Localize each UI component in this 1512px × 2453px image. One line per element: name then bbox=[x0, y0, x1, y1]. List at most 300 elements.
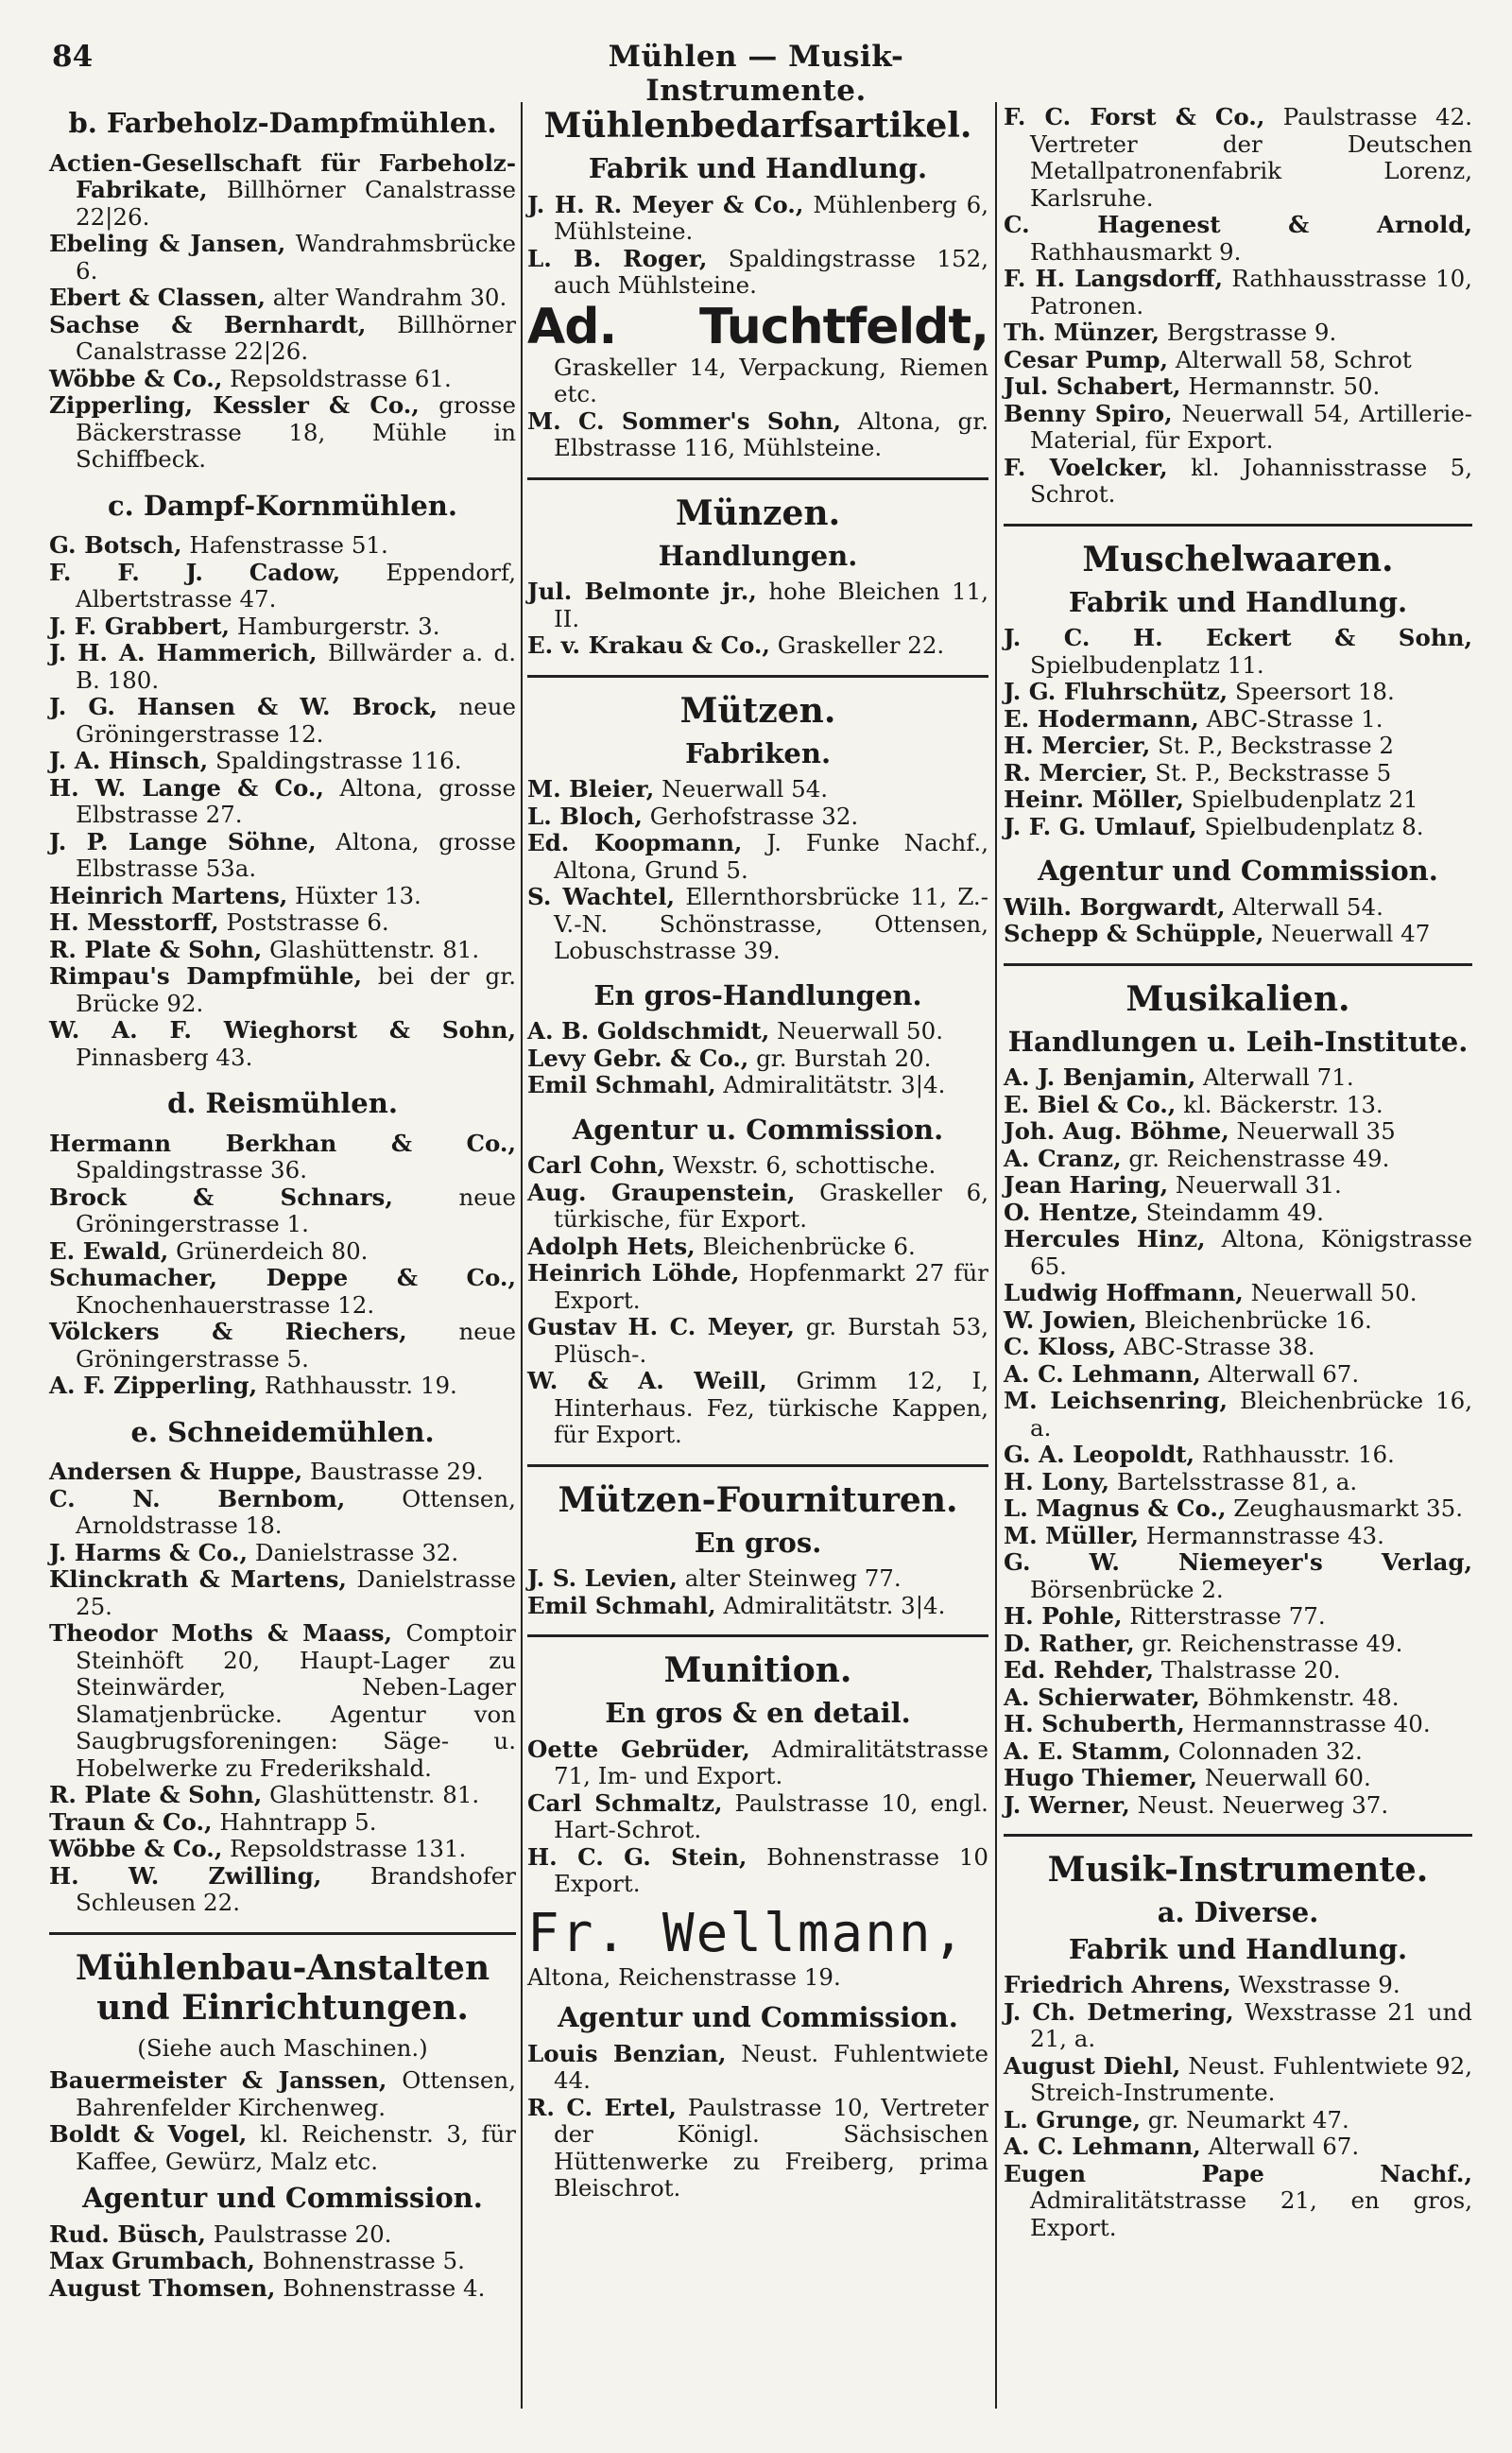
entry-name: R. Plate & Sohn, bbox=[49, 935, 263, 963]
directory-entry bbox=[1004, 2107, 1472, 2134]
entry-address: Brandshofer Schleusen 22. bbox=[76, 1861, 516, 1916]
entry-name: Schepp & Schüpple, bbox=[1004, 920, 1264, 947]
directory-entry bbox=[49, 613, 516, 641]
entry-list bbox=[49, 150, 516, 474]
entry-name: Jean Haring, bbox=[1004, 1171, 1169, 1199]
entry-name: Carl Cohn, bbox=[527, 1151, 666, 1179]
directory-entry bbox=[527, 1593, 988, 1620]
entry-address: Rathhausmarkt 9. bbox=[1030, 237, 1242, 266]
entry-address: Wexstrasse 21 und 21, a. bbox=[1030, 1997, 1472, 2052]
entry-address: bei der gr. Brücke 92. bbox=[76, 962, 517, 1017]
entry-address: Ottensen, Bahrenfelder Kirchenweg. bbox=[76, 2066, 516, 2121]
entry-address: Neuerwall 31. bbox=[1175, 1171, 1342, 1199]
entry-name: Benny Spiro, bbox=[1004, 399, 1173, 427]
column-3 bbox=[1004, 104, 1472, 2241]
entry-name: F. C. Forst & Co., bbox=[1004, 103, 1265, 130]
entry-name: Wilh. Borgwardt, bbox=[1004, 892, 1226, 921]
entry-name: W. Jowien, bbox=[1004, 1305, 1138, 1334]
directory-entry bbox=[49, 2121, 516, 2175]
entry-address: Spielbudenplatz 11. bbox=[1030, 650, 1264, 679]
entry-address: Glashüttenstr. 81. bbox=[269, 935, 480, 963]
directory-entry bbox=[49, 909, 516, 937]
entry-name: Ludwig Hoffmann, bbox=[1004, 1279, 1244, 1306]
subsection-heading: En gros & en detail. bbox=[605, 1697, 911, 1729]
entry-name: Cesar Pump, bbox=[1004, 345, 1169, 373]
section-heading: e. Schneidemühlen. bbox=[130, 1415, 435, 1448]
entry-address: Bohnenstrasse 10 Export. bbox=[554, 1842, 988, 1897]
directory-entry bbox=[49, 1459, 516, 1486]
directory-entry bbox=[527, 1180, 988, 1234]
entry-list bbox=[49, 2221, 516, 2303]
entry-address: Billhörner Canalstrasse 22|26. bbox=[76, 310, 516, 365]
subsection-heading: En gros. bbox=[694, 1526, 822, 1559]
entry-name: J. Harms & Co., bbox=[49, 1538, 249, 1566]
entry-address: Knochenhauerstrasse 12. bbox=[76, 1290, 375, 1319]
entry-address: Neust. Neuerweg 37. bbox=[1137, 1790, 1389, 1819]
entry-address: Ritterstrasse 77. bbox=[1129, 1602, 1326, 1630]
entry-name: Aug. Graupenstein, bbox=[527, 1178, 796, 1206]
entry-address: Hopfenmarkt 27 für Export. bbox=[554, 1259, 988, 1314]
entry-address: Grünerdeich 80. bbox=[176, 1236, 369, 1265]
section-heading: d. Reismühlen. bbox=[167, 1087, 398, 1119]
directory-entry bbox=[49, 640, 516, 694]
entry-name: Ebert & Classen, bbox=[49, 284, 266, 311]
entry-name: Hugo Thiemer, bbox=[1004, 1764, 1198, 1791]
directory-entry bbox=[527, 884, 988, 965]
entry-address: Neust. Fuhlentwiete 92, Streich-Instrumente. bbox=[1030, 2051, 1472, 2106]
directory-entry bbox=[527, 1260, 988, 1314]
entry-address: neue Gröningerstrasse 1. bbox=[76, 1183, 516, 1237]
entry-name: Ed. Koopmann, bbox=[527, 829, 743, 856]
entry-name: J. Werner, bbox=[1004, 1790, 1130, 1819]
entry-address: grosse Bäckerstrasse 18, Mühle in Schiffbeck. bbox=[76, 391, 516, 473]
subsection-heading: Fabriken. bbox=[684, 736, 832, 769]
category-heading: Mühlenbau-Anstalten und Einrichtungen. bbox=[75, 1947, 490, 2028]
entry-address: Admiralitätstrasse 71, Im- und Export. bbox=[554, 1735, 988, 1789]
directory-entry bbox=[527, 803, 988, 831]
entry-list bbox=[49, 1459, 516, 1917]
directory-entry bbox=[1004, 625, 1472, 679]
directory-entry bbox=[49, 883, 516, 910]
entry-name: A. F. Zipperling, bbox=[49, 1372, 258, 1399]
entry-name: J. F. Grabbert, bbox=[49, 612, 231, 640]
entry-name: R. Mercier, bbox=[1004, 758, 1148, 786]
entry-name: W. & A. Weill, bbox=[527, 1367, 767, 1394]
entry-name: C. N. Bernbom, bbox=[49, 1484, 346, 1512]
entry-list bbox=[49, 532, 516, 1071]
entry-name: W. A. F. Wieghorst & Sohn, bbox=[49, 1016, 516, 1044]
directory-entry bbox=[1004, 1523, 1472, 1550]
directory-entry bbox=[1004, 1495, 1472, 1523]
entry-list bbox=[527, 776, 988, 965]
directory-entry bbox=[1004, 1064, 1472, 1092]
entry-name: H. W. Zwilling, bbox=[49, 1861, 322, 1890]
entry-name: C. Hagenest & Arnold, bbox=[1004, 211, 1472, 238]
entry-name: Oette Gebrüder, bbox=[527, 1735, 750, 1763]
entry-name: Ed. Rehder, bbox=[1004, 1656, 1154, 1684]
entry-name: L. Magnus & Co., bbox=[1004, 1494, 1227, 1522]
entry-address: Admiralitätstrasse 21, en gros, Export. bbox=[1030, 2186, 1472, 2241]
entry-address: Bleichenbrücke 16, a. bbox=[1030, 1387, 1472, 1442]
entry-address: Bohnenstrasse 4. bbox=[283, 2273, 486, 2302]
entry-address: Altona, grosse Elbstrasse 27. bbox=[76, 773, 516, 828]
directory-entry bbox=[1004, 1200, 1472, 1227]
entry-name: H. Lony, bbox=[1004, 1467, 1110, 1495]
entry-address: Billwärder a. d. B. 180. bbox=[76, 639, 516, 694]
entry-address: Spielbudenplatz 21 bbox=[1191, 786, 1418, 813]
entry-list bbox=[527, 1736, 988, 1898]
directory-entry bbox=[49, 285, 516, 312]
entry-name: Gustav H. C. Meyer, bbox=[527, 1313, 795, 1340]
entry-name: G. Botsch, bbox=[49, 531, 182, 559]
entry-address: Spaldingstrasse 36. bbox=[76, 1156, 308, 1183]
entry-address: Gerhofstrasse 32. bbox=[649, 802, 859, 830]
entry-address: Billhörner Canalstrasse 22|26. bbox=[76, 176, 516, 231]
entry-address: Rathhausstr. 16. bbox=[1201, 1441, 1395, 1468]
entry-address: Eppendorf, Albertstrasse 47. bbox=[76, 558, 516, 613]
entry-name: Heinrich Löhde, bbox=[527, 1259, 740, 1287]
entry-address: Glashüttenstr. 81. bbox=[269, 1781, 480, 1808]
entry-address: Hermannstrasse 43. bbox=[1145, 1521, 1384, 1549]
entry-address: alter Steinweg 77. bbox=[684, 1564, 902, 1592]
directory-entry bbox=[527, 1152, 988, 1180]
entry-address: gr. Reichenstrasse 49. bbox=[1142, 1629, 1403, 1657]
subsection-heading: Agentur und Commission. bbox=[558, 2001, 958, 2033]
entry-name: Jul. Belmonte jr., bbox=[527, 578, 757, 605]
entry-list bbox=[49, 1131, 516, 1400]
directory-entry bbox=[1004, 1226, 1472, 1280]
entry-name: Adolph Hets, bbox=[527, 1232, 696, 1260]
section-rule bbox=[1004, 524, 1472, 527]
entry-address: Hafenstrasse 51. bbox=[189, 531, 388, 559]
entry-name: Theodor Moths & Maass, bbox=[49, 1619, 393, 1647]
directory-entry bbox=[49, 366, 516, 393]
directory-entry bbox=[1004, 1972, 1472, 1999]
subsection-heading: Agentur u. Commission. bbox=[572, 1113, 944, 1146]
entry-address: Paulstrasse 10, engl. Hart-Schrot. bbox=[554, 1788, 988, 1843]
section-rule bbox=[527, 1634, 988, 1637]
entry-name: C. Kloss, bbox=[1004, 1333, 1117, 1360]
directory-entry bbox=[1004, 1657, 1472, 1684]
entry-address: Alterwall 54. bbox=[1232, 892, 1383, 921]
directory-entry bbox=[1004, 733, 1472, 760]
directory-entry bbox=[49, 532, 516, 560]
category-heading: Münzen. bbox=[675, 492, 841, 533]
directory-entry bbox=[1004, 1388, 1472, 1442]
directory-entry bbox=[1004, 320, 1472, 347]
entry-address: Neust. Fuhlentwiete 44. bbox=[554, 2039, 988, 2094]
entry-address: kl. Johannisstrasse 5, Schrot. bbox=[1030, 453, 1472, 508]
entry-address: Neuerwall 50. bbox=[777, 1017, 944, 1045]
entry-list bbox=[527, 192, 988, 300]
entry-address: Altona, Reichenstrasse 19. bbox=[527, 1962, 841, 1991]
entry-address: Alterwall 58, Schrot bbox=[1175, 345, 1412, 373]
category-heading: Mützen-Fournituren. bbox=[558, 1479, 958, 1520]
directory-entry bbox=[527, 1844, 988, 1898]
directory-entry bbox=[49, 2248, 516, 2275]
entry-address: St. P., Beckstrasse 2 bbox=[1158, 732, 1395, 759]
entry-address: Hüxter 13. bbox=[295, 881, 421, 909]
entry-name: Levy Gebr. & Co., bbox=[527, 1044, 749, 1072]
directory-entry bbox=[49, 775, 516, 829]
section-rule bbox=[527, 675, 988, 678]
directory-entry bbox=[1004, 706, 1472, 734]
entry-name: J. A. Hinsch, bbox=[49, 747, 209, 774]
directory-entry bbox=[49, 312, 516, 366]
directory-entry bbox=[1004, 347, 1472, 374]
entry-name: A. C. Lehmann, bbox=[1004, 1359, 1201, 1388]
entry-address: Danielstrasse 32. bbox=[254, 1538, 459, 1566]
directory-entry bbox=[1004, 1442, 1472, 1469]
directory-entry bbox=[527, 1018, 988, 1045]
directory-entry bbox=[49, 1486, 516, 1540]
entry-list bbox=[1004, 894, 1472, 948]
entry-name: L. Bloch, bbox=[527, 802, 643, 830]
directory-entry bbox=[1004, 1334, 1472, 1361]
entry-address: Spielbudenplatz 8. bbox=[1204, 812, 1424, 840]
directory-entry bbox=[1004, 1172, 1472, 1200]
entry-address: Ellernthorsbrücke 11, Z.-V.-N. Schönstrasse, Ottensen, Lobuschstrasse 39. bbox=[554, 883, 988, 964]
directory-entry bbox=[49, 829, 516, 883]
page-number: 84 bbox=[52, 40, 94, 74]
category-heading: Munition. bbox=[663, 1650, 852, 1690]
directory-entry bbox=[1004, 401, 1472, 455]
directory-entry bbox=[1004, 1146, 1472, 1173]
entry-name: Boldt & Vogel, bbox=[49, 2120, 248, 2148]
entry-address: Graskeller 6, türkische, für Export. bbox=[554, 1178, 988, 1233]
directory-entry bbox=[49, 1863, 516, 1917]
entry-name: M. Bleier, bbox=[527, 775, 655, 803]
directory-entry bbox=[49, 2275, 516, 2303]
entry-list bbox=[1004, 104, 1472, 509]
directory-entry bbox=[49, 963, 516, 1017]
column-2 bbox=[527, 104, 988, 2203]
advertisement-entry bbox=[527, 300, 988, 408]
see-also-note: (Siehe auch Maschinen.) bbox=[137, 2033, 428, 2062]
directory-entry bbox=[49, 1017, 516, 1071]
entry-name: J. Ch. Detmering, bbox=[1004, 1997, 1234, 2026]
entry-address: Speersort 18. bbox=[1235, 678, 1395, 705]
entry-name: E. Ewald, bbox=[49, 1236, 169, 1265]
entry-name: D. Rather, bbox=[1004, 1629, 1135, 1657]
directory-entry bbox=[49, 937, 516, 964]
entry-name: J. F. G. Umlauf, bbox=[1004, 812, 1197, 840]
directory-entry bbox=[1004, 266, 1472, 320]
entry-name: Louis Benzian, bbox=[527, 2039, 727, 2067]
entry-name: A. C. Lehmann, bbox=[1004, 2133, 1201, 2160]
directory-entry bbox=[1004, 1280, 1472, 1307]
entry-name: J. G. Fluhrschütz, bbox=[1004, 678, 1228, 705]
section-rule bbox=[1004, 963, 1472, 966]
entry-name: Rud. Büsch, bbox=[49, 2220, 206, 2248]
entry-address: Neuerwall 54. bbox=[662, 775, 829, 803]
entry-name: Emil Schmahl, bbox=[527, 1591, 716, 1619]
section-rule bbox=[527, 477, 988, 480]
entry-address: Bleichenbrücke 16. bbox=[1143, 1305, 1372, 1334]
entry-address: Böhmkenstr. 48. bbox=[1207, 1683, 1400, 1711]
directory-entry bbox=[1004, 1711, 1472, 1738]
entry-address: Neuerwall 35 bbox=[1236, 1117, 1396, 1145]
directory-entry bbox=[49, 1620, 516, 1782]
entry-name: E. Hodermann, bbox=[1004, 704, 1199, 733]
directory-entry bbox=[49, 150, 516, 232]
directory-entry bbox=[49, 1184, 516, 1238]
directory-entry bbox=[1004, 1361, 1472, 1389]
directory-entry bbox=[1004, 894, 1472, 922]
entry-name: Schumacher, Deppe & Co., bbox=[49, 1264, 516, 1291]
column-divider bbox=[995, 102, 997, 2409]
entry-address: Bartelsstrasse 81, a. bbox=[1116, 1467, 1358, 1495]
entry-name: Ebeling & Jansen, bbox=[49, 230, 286, 257]
entry-address: gr. Burstah 20. bbox=[756, 1044, 932, 1072]
entry-name: A. Cranz, bbox=[1004, 1144, 1122, 1172]
entry-name: M. Müller, bbox=[1004, 1521, 1139, 1549]
directory-entry bbox=[1004, 373, 1472, 401]
section-rule bbox=[527, 1464, 988, 1467]
directory-entry bbox=[1004, 104, 1472, 212]
entry-address: kl. Bäckerstr. 13. bbox=[1183, 1090, 1383, 1118]
entry-address: Ottensen, Arnoldstrasse 18. bbox=[76, 1484, 516, 1539]
entry-address: Altona, Königstrasse 65. bbox=[1030, 1225, 1472, 1280]
section-rule bbox=[1004, 1834, 1472, 1837]
directory-entry bbox=[49, 1319, 516, 1373]
running-head: Mühlen — Musik-Instrumente. bbox=[608, 40, 904, 108]
entry-name: A. Schierwater, bbox=[1004, 1683, 1200, 1711]
entry-address: Spaldingstrasse 116. bbox=[215, 747, 462, 774]
entry-name: Emil Schmahl, bbox=[527, 1071, 716, 1098]
subsection-heading: Agentur und Commission. bbox=[82, 2182, 483, 2214]
entry-list bbox=[1004, 1064, 1472, 1819]
directory-entry bbox=[527, 246, 988, 300]
entry-address: Wexstrasse 9. bbox=[1238, 1971, 1400, 1998]
entry-address: Grimm 12, I, Hinterhaus. Fez, türkische Kappen, für Export. bbox=[554, 1367, 988, 1448]
entry-name: J. H. A. Hammerich, bbox=[49, 639, 318, 666]
entry-name: Zipperling, Kessler & Co., bbox=[49, 391, 420, 419]
entry-address: Börsenbrücke 2. bbox=[1030, 1575, 1224, 1603]
entry-address: Paulstrasse 42. Vertreter der Deutschen Metallpatronenfabrik Lorenz, Karlsruhe. bbox=[1030, 103, 1472, 212]
directory-entry bbox=[527, 632, 988, 660]
entry-name: Andersen & Huppe, bbox=[49, 1458, 303, 1485]
section-heading: b. Farbeholz-Dampfmühlen. bbox=[68, 107, 497, 139]
entry-address: Spaldingstrasse 152, auch Mühlsteine. bbox=[554, 244, 988, 299]
entry-name: H. Pohle, bbox=[1004, 1602, 1123, 1630]
entry-address: Alterwall 67. bbox=[1208, 2133, 1360, 2160]
entry-name: Hermann Berkhan & Co., bbox=[49, 1129, 516, 1157]
entry-name: M. C. Sommer's Sohn, bbox=[527, 406, 842, 435]
entry-address: Alterwall 67. bbox=[1208, 1359, 1360, 1388]
directory-entry bbox=[49, 1809, 516, 1837]
entry-address: Wandrahmsbrücke 6. bbox=[76, 230, 516, 285]
category-heading: Muschelwaaren. bbox=[1082, 539, 1394, 579]
directory-entry bbox=[527, 1368, 988, 1449]
entry-address: gr. Neumarkt 47. bbox=[1147, 2105, 1349, 2133]
entry-name: J. H. R. Meyer & Co., bbox=[527, 190, 804, 218]
directory-entry bbox=[527, 2095, 988, 2203]
entry-address: ABC-Strasse 38. bbox=[1123, 1333, 1315, 1360]
directory-entry bbox=[1004, 1684, 1472, 1712]
category-heading: Musikalien. bbox=[1125, 978, 1350, 1019]
entry-name: Heinr. Möller, bbox=[1004, 786, 1184, 813]
directory-entry bbox=[49, 1373, 516, 1400]
directory-entry bbox=[527, 192, 988, 246]
directory-entry bbox=[527, 1314, 988, 1368]
entry-address: Thalstrasse 20. bbox=[1160, 1656, 1341, 1684]
entry-address: Altona, gr. Elbstrasse 116, Mühlsteine. bbox=[554, 406, 989, 461]
entry-name: Actien-Gesellschaft für Farbeholz-Fabrikate, bbox=[49, 148, 516, 203]
subsection-heading: Fabrik und Handlung. bbox=[1068, 585, 1408, 618]
directory-entry bbox=[1004, 1792, 1472, 1820]
entry-name: R. C. Ertel, bbox=[527, 2093, 677, 2121]
directory-entry bbox=[527, 1045, 988, 1073]
directory-entry bbox=[527, 408, 988, 462]
directory-entry bbox=[49, 231, 516, 285]
entry-name: F. Voelcker, bbox=[1004, 453, 1168, 481]
entry-name: Klinckrath & Martens, bbox=[49, 1565, 347, 1593]
entry-address: Paulstrasse 10, Vertreter der Königl. Sächsischen Hüttenwerke zu Freiberg, prima Bleischrot. bbox=[554, 2093, 988, 2202]
entry-address: Admiralitätstr. 3|4. bbox=[723, 1071, 946, 1098]
entry-address: Rathhausstrasse 10, Patronen. bbox=[1030, 265, 1472, 320]
entry-list bbox=[527, 2041, 988, 2203]
entry-name: G. W. Niemeyer's Verlag, bbox=[1004, 1548, 1472, 1576]
entry-name: G. A. Leopoldt, bbox=[1004, 1441, 1195, 1468]
entry-name: A. E. Stamm, bbox=[1004, 1736, 1172, 1765]
directory-entry bbox=[1004, 1549, 1472, 1603]
entry-name: August Diehl, bbox=[1004, 2051, 1181, 2080]
category-heading: Mützen. bbox=[679, 690, 836, 731]
entry-address: hohe Bleichen 11, II. bbox=[554, 578, 988, 632]
category-heading: Mühlenbedarfsartikel. bbox=[543, 106, 972, 146]
directory-entry bbox=[49, 1836, 516, 1863]
entry-address: Neuerwall 60. bbox=[1204, 1764, 1371, 1791]
directory-entry bbox=[49, 1566, 516, 1620]
directory-entry bbox=[1004, 1999, 1472, 2053]
directory-entry bbox=[49, 694, 516, 748]
entry-address: Danielstrasse 25. bbox=[76, 1565, 516, 1620]
entry-address: J. Funke Nachf., Altona, Grund 5. bbox=[554, 829, 988, 884]
directory-entry bbox=[1004, 2133, 1472, 2161]
subsection-heading: Handlungen u. Leih-Institute. bbox=[1007, 1025, 1469, 1058]
entry-name: August Thomsen, bbox=[49, 2273, 276, 2302]
directory-entry bbox=[49, 1540, 516, 1567]
advertiser-name: Ad. Tuchtfeldt, bbox=[527, 298, 988, 355]
entry-address: Neuerwall 47 bbox=[1271, 920, 1431, 947]
directory-entry bbox=[1004, 1765, 1472, 1792]
directory-entry bbox=[527, 776, 988, 803]
directory-entry bbox=[527, 1234, 988, 1261]
entry-name: O. Hentze, bbox=[1004, 1198, 1139, 1226]
subsection-heading: a. Diverse. bbox=[1157, 1896, 1319, 1928]
entry-address: Pinnasberg 43. bbox=[76, 1043, 253, 1071]
entry-name: Traun & Co., bbox=[49, 1807, 213, 1836]
directory-entry bbox=[1004, 2161, 1472, 2242]
entry-list bbox=[1004, 625, 1472, 840]
entry-address: Bergstrasse 9. bbox=[1166, 319, 1337, 346]
entry-list bbox=[527, 1565, 988, 1619]
entry-list bbox=[1004, 1972, 1472, 2241]
directory-entry bbox=[49, 1131, 516, 1184]
entry-name: E. v. Krakau & Co., bbox=[527, 631, 770, 659]
directory-entry bbox=[1004, 679, 1472, 706]
entry-list bbox=[527, 1018, 988, 1099]
entry-address: Zeughausmarkt 35. bbox=[1233, 1494, 1463, 1522]
entry-name: Friedrich Ahrens, bbox=[1004, 1971, 1231, 1998]
subsection-heading: Fabrik und Handlung. bbox=[588, 152, 928, 184]
entry-name: Hercules Hinz, bbox=[1004, 1225, 1206, 1252]
entry-address: St. P., Beckstrasse 5 bbox=[1155, 758, 1392, 786]
entry-address: Admiralitätstr. 3|4. bbox=[723, 1591, 946, 1619]
entry-name: Heinrich Martens, bbox=[49, 881, 288, 909]
entry-address: Hermannstrasse 40. bbox=[1192, 1710, 1431, 1737]
